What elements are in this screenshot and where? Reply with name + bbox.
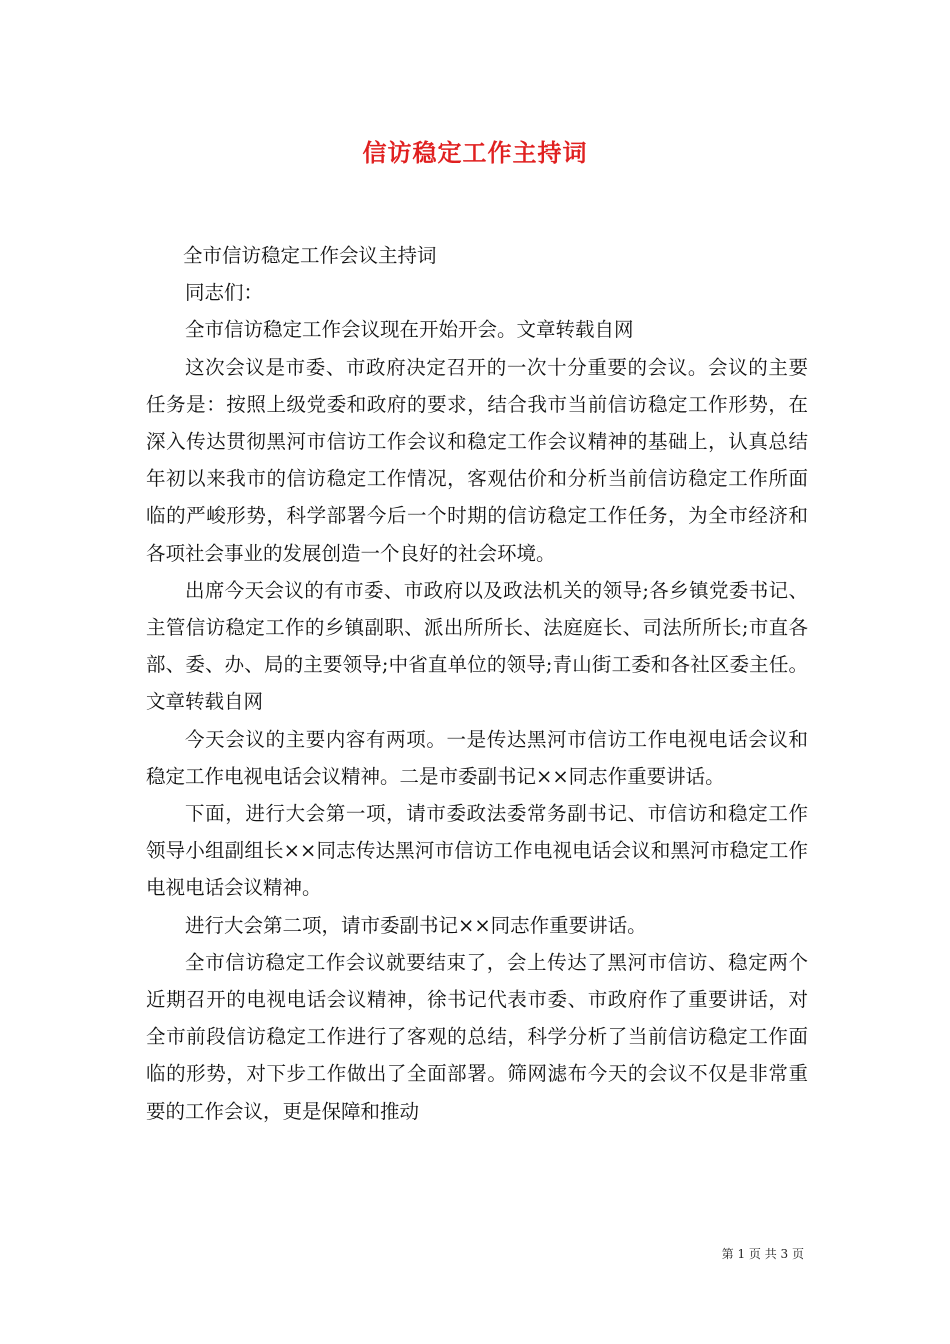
body-paragraph: 全市信访稳定工作会议现在开始开会。文章转载自网 (185, 318, 634, 342)
document-title: 信访稳定工作主持词 (362, 138, 588, 167)
body-paragraph: 出席今天会议的有市委、市政府以及政法机关的领导;各乡镇党委书记、主管信访稳定工作的乡镇副职、派出所所长、法庭庭长、司法所所长;市直各部、委、办、局的主要领导;中省直单位的领导;青山街工委和各社区委主任。文章转载自网 (146, 578, 808, 714)
subtitle-paragraph: 全市信访稳定工作会议主持词 (183, 244, 437, 267)
greeting-paragraph: 同志们： (185, 281, 264, 305)
body-paragraph: 全市信访稳定工作会议就要结束了，会上传达了黑河市信访、稳定两个近期召开的电视电话会议精神，徐书记代表市委、市政府作了重要讲话，对全市前段信访稳定工作进行了客观的总结，科学分析了当前信访稳定工作面临的形势，对下步工作做出了全面部署。筛网滤布今天的会议不仅是非常重要的工作会议，更是保障和推动 (146, 950, 808, 1123)
page-number-footer: 第 1 页 共 3 页 (721, 1247, 804, 1261)
body-paragraph: 这次会议是市委、市政府决定召开的一次十分重要的会议。会议的主要任务是：按照上级党委和政府的要求，结合我市当前信访稳定工作形势，在深入传达贯彻黑河市信访工作会议和稳定工作会议精神的基础上，认真总结年初以来我市的信访稳定工作情况，客观估价和分析当前信访稳定工作所面临的严峻形势，科学部署今后一个时期的信访稳定工作任务，为全市经济和各项社会事业的发展创造一个良好的社会环境。 (146, 355, 808, 565)
body-paragraph: 进行大会第二项，请市委副书记××同志作重要讲话。 (185, 913, 647, 937)
body-paragraph: 今天会议的主要内容有两项。一是传达黑河市信访工作电视电话会议和稳定工作电视电话会议精神。二是市委副书记××同志作重要讲话。 (146, 727, 808, 788)
body-paragraph: 下面，进行大会第一项，请市委政法委常务副书记、市信访和稳定工作领导小组副组长××同志传达黑河市信访工作电视电话会议和黑河市稳定工作电视电话会议精神。 (146, 802, 808, 900)
document-body (146, 237, 808, 1130)
